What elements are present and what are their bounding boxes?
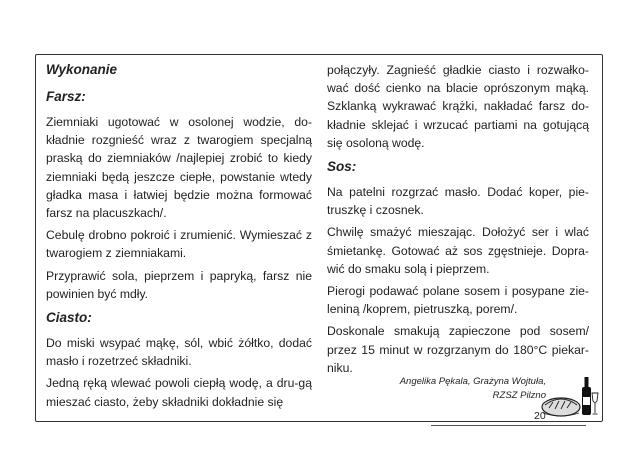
page-number: 20 [534, 410, 546, 422]
author-credit [376, 375, 546, 403]
section-title: Wykonanie [46, 62, 118, 77]
ciasto-paragraph-1: Do miski wsypać mąkę, sól, wbić żółtko, dodać masło i rozetrzeć składniki. [46, 336, 312, 369]
farsz-paragraph-1: Ziemniaki ugotować w osolonej wodzie, do-kładnie rozgnieść wraz z twarogiem specjalną praską do ziemniaków /najlepiej zrobić to kiedy ziemniaki będą jeszcze ciepłe, powstanie wtedy gładka masa i łatwiej będzie można formować farsz na placuszkach/. [46, 115, 312, 221]
sos-paragraph-3: Pierogi podawać polane sosem i posypane zie-leniną /koprem, pietruszką, porem/. [327, 284, 589, 317]
left-column [46, 61, 312, 415]
sos-paragraph-4: Doskonale smakują zapieczone pod sosem/ przez 15 minut w rozgrzanym do 180°C piekar-niku. [327, 324, 589, 375]
farsz-paragraph-2: Cebulę drobno pokroić i zrumienić. Wymieszać z twarogiem z ziemniakami. [46, 228, 312, 261]
farsz-heading: Farsz: [46, 89, 86, 104]
ciasto-heading: Ciasto: [46, 310, 92, 326]
credit-authors: Angelika Pękala, Grażyna Wojtuła, [399, 376, 546, 387]
credit-organization: RZSZ Pilzno [492, 390, 546, 401]
sos-paragraph-2: Chwilę smażyć mieszając. Dołożyć ser i wlać śmietankę. Gotować aż sos zgęstnieje. Dopra-wić do smaku solą i pieprzem. [327, 225, 589, 276]
sos-paragraph-1: Na patelni rozgrzać masło. Dodać koper, pie-truszkę i czosnek. [327, 185, 589, 218]
right-column [327, 61, 589, 381]
ciasto-paragraph-2: Jedną ręką wlewać powoli ciepłą wodę, a dru-gą mieszać ciasto, żeby składniki dokładnie się [46, 376, 312, 409]
sos-heading: Sos: [327, 159, 357, 175]
recipe-frame [35, 54, 603, 422]
farsz-paragraph-3: Przyprawić sola, pieprzem i papryką, farsz nie powinien być mdły. [46, 268, 312, 301]
ciasto-continuation: połączyły. Zagnieść gładkie ciasto i rozwałko-wać dość cienko na blacie oprószonym mąką. Szklanką wykrawać krążki, nakładać farsz do-kładnie sklejać i wrzucać partiami na gotującą się osoloną wodę. [327, 63, 589, 150]
bread-wine-icon [541, 373, 599, 419]
page-number-rule [431, 425, 586, 426]
